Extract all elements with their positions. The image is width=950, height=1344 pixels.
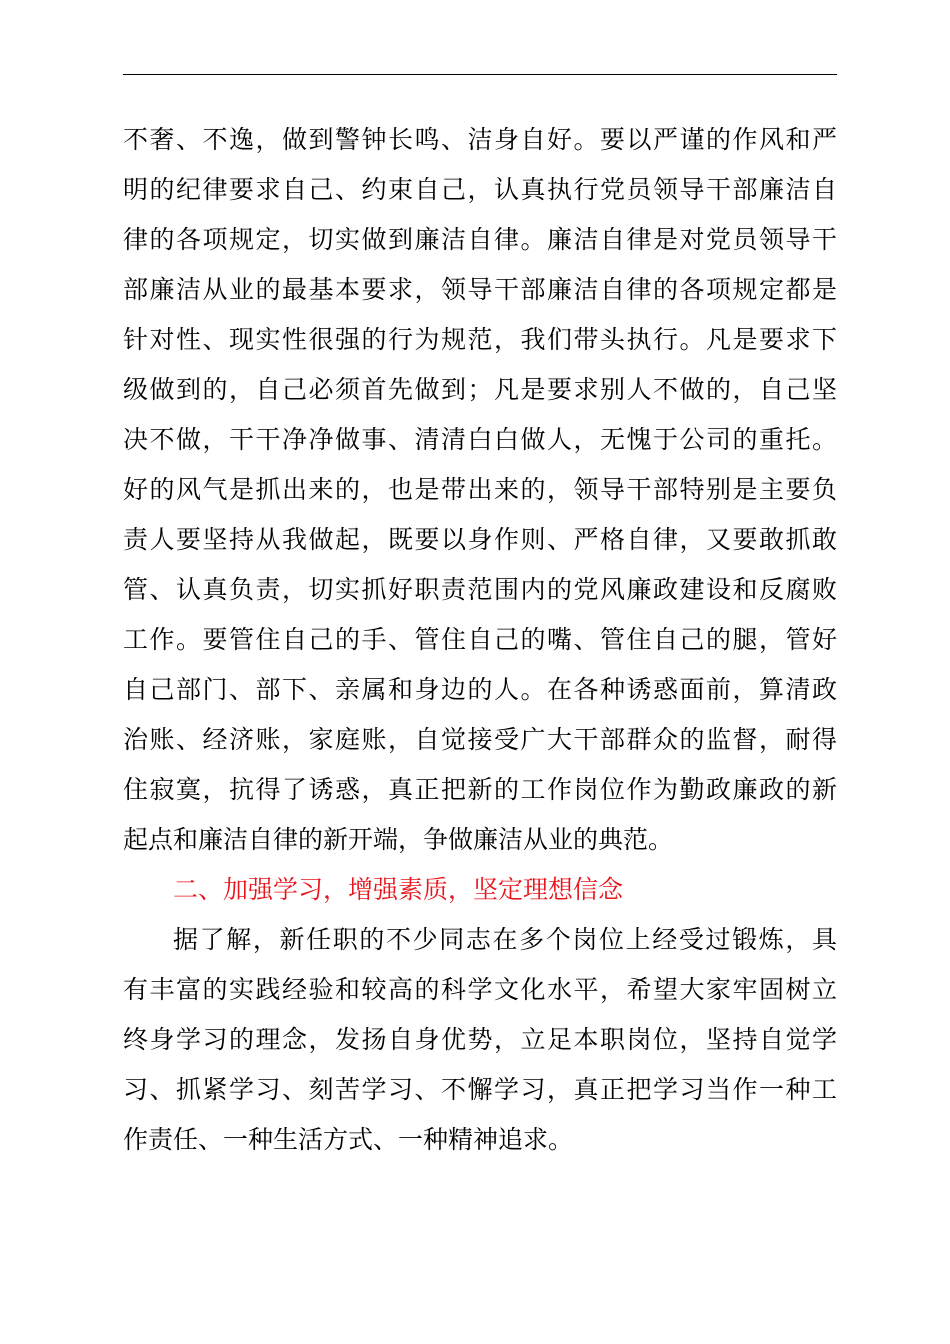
text-line: 习、抓紧学习、刻苦学习、不懈学习，真正把学习当作一种工: [123, 1075, 837, 1104]
text-line: 决不做，干干净净做事、清清白白做人，无愧于公司的重托。: [123, 425, 837, 454]
text-line: 律的各项规定，切实做到廉洁自律。廉洁自律是对党员领导干: [123, 225, 837, 254]
text-line-last: 起点和廉洁自律的新开端，争做廉洁从业的典范。: [123, 825, 674, 854]
text-line: 管、认真负责，切实抓好职责范围内的党风廉政建设和反腐败: [123, 575, 837, 604]
text-line-last: 作责任、一种生活方式、一种精神追求。: [123, 1125, 574, 1154]
text-line: 不奢、不逸，做到警钟长鸣、洁身自好。要以严谨的作风和严: [123, 125, 837, 154]
paragraph-1: [123, 115, 837, 865]
text-line: 级做到的，自己必须首先做到；凡是要求别人不做的，自己坚: [123, 375, 837, 404]
text-line: 针对性、现实性很强的行为规范，我们带头执行。凡是要求下: [123, 325, 837, 354]
paragraph-2: [123, 915, 837, 1165]
text-line: 明的纪律要求自己、约束自己，认真执行党员领导干部廉洁自: [123, 175, 837, 204]
text-line: 治账、经济账，家庭账，自觉接受广大干部群众的监督，耐得: [123, 725, 837, 754]
text-line: 工作。要管住自己的手、管住自己的嘴、管住自己的腿，管好: [123, 625, 837, 654]
document-body: [123, 115, 837, 1165]
text-line-first: 据了解，新任职的不少同志在多个岗位上经受过锻炼，具: [173, 925, 837, 954]
section-heading: 二、加强学习，增强素质，坚定理想信念: [173, 875, 624, 904]
text-line: 好的风气是抓出来的，也是带出来的，领导干部特别是主要负: [123, 475, 837, 504]
text-line: 住寂寞，抗得了诱惑，真正把新的工作岗位作为勤政廉政的新: [123, 775, 837, 804]
text-line: 有丰富的实践经验和较高的科学文化水平，希望大家牢固树立: [123, 975, 837, 1004]
text-line: 责人要坚持从我做起，既要以身作则、严格自律，又要敢抓敢: [123, 525, 837, 554]
header-rule: [123, 74, 837, 75]
text-line: 自己部门、部下、亲属和身边的人。在各种诱惑面前，算清政: [123, 675, 837, 704]
text-line: 终身学习的理念，发扬自身优势，立足本职岗位，坚持自觉学: [123, 1025, 837, 1054]
text-line: 部廉洁从业的最基本要求，领导干部廉洁自律的各项规定都是: [123, 275, 837, 304]
